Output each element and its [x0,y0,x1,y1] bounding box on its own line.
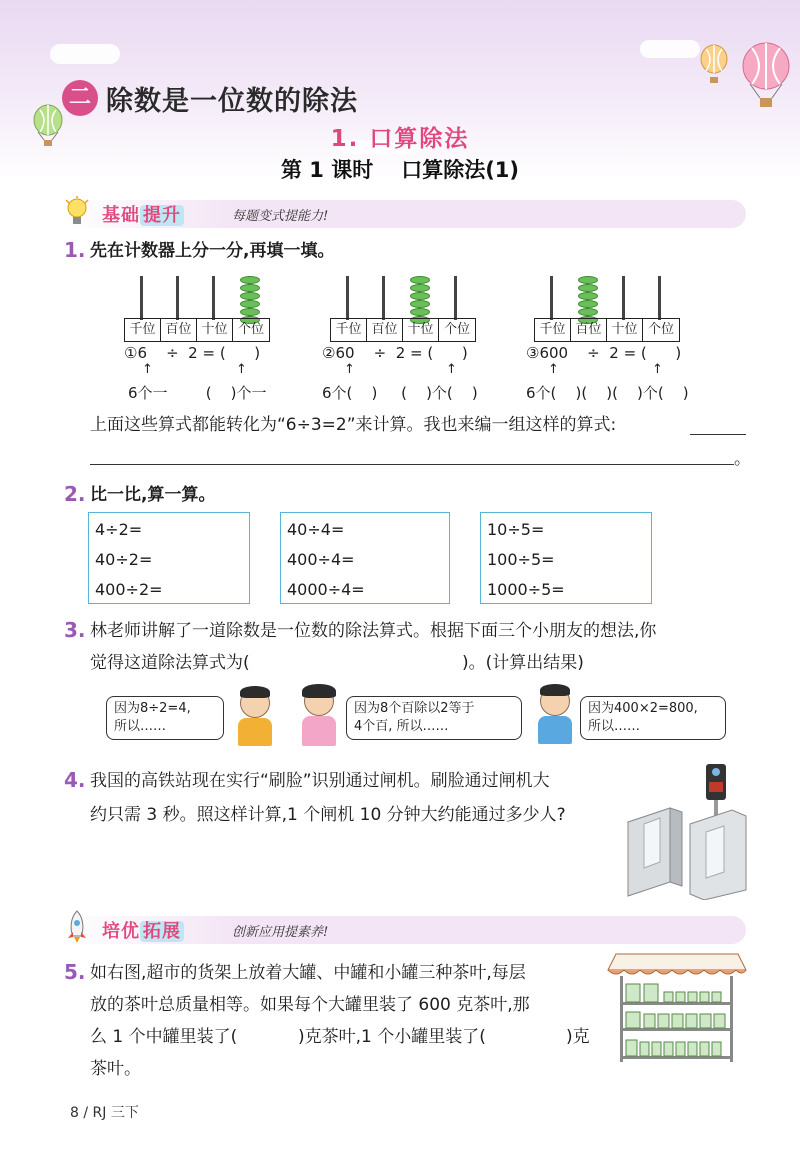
banner-basic-note: 每题变式提能力! [232,209,329,224]
child-figure-boy [532,686,580,746]
up-arrow-icon: ↑ [344,362,355,377]
question-text: 先在计数器上分一分,再填一填。 [90,241,335,261]
abacus-rod [658,276,661,320]
up-arrow-icon: ↑ [446,362,457,377]
up-arrow-icon: ↑ [236,362,247,377]
compare-group [280,512,450,604]
abacus-equation: ①6 ÷ 2 = ( ) [124,344,261,362]
question-text: 林老师讲解了一道除数是一位数的除法算式。根据下面三个小朋友的想法,你 [90,621,657,641]
banner-extend-note: 创新应用提素养! [232,925,329,940]
abacus-rod [550,276,553,320]
compare-group [480,512,652,604]
abacus-rod [176,276,179,320]
page-number: 8 / RJ 三下 [70,1105,139,1121]
bead-stack [240,276,260,324]
equation: 40÷4= [287,520,345,539]
equation: 40÷2= [95,550,153,569]
bead [240,276,260,284]
conversion-text: 上面这些算式都能转化为“6÷3=2”来计算。我也来编一组这样的算式: [90,415,617,435]
bubble-line: 4个百, 所以…… [354,719,449,734]
abacus-note: 6个( )( )( )个( ) [526,384,689,402]
abacus [330,276,490,340]
abacus-note: 6个一 ( )个一 [128,384,267,402]
place-value-row [330,318,476,342]
balloon-icon [696,44,732,86]
abacus [124,276,284,340]
shelf-image [606,950,748,1064]
abacus-rod [454,276,457,320]
bead-stack [410,276,430,324]
equation: 10÷5= [487,520,545,539]
place-value-row [534,318,680,342]
abacus-note: 6个( ) ( )个( ) [322,384,478,402]
bead [578,308,598,316]
place-label: 十位 [197,319,233,341]
place-label: 千位 [535,319,571,341]
question-number: 2. [64,482,86,506]
question-number: 4. [64,768,86,792]
rocket-icon [64,910,90,944]
child-body [538,716,572,744]
bubble-line: 所以…… [114,719,167,734]
child-hair [540,684,570,696]
bubble-line: 因为8个百除以2等于 [354,701,475,716]
question-number: 5. [64,960,86,984]
equation: 400÷2= [95,580,163,599]
answer-line[interactable] [90,464,734,465]
speech-bubble [346,696,522,740]
place-label: 百位 [571,319,607,341]
question-text: )。(计算出结果) [462,653,584,673]
child-hair [240,686,270,698]
banner-extend-label [102,917,184,943]
place-label: 十位 [607,319,643,341]
abacus-rod [382,276,385,320]
bead [240,300,260,308]
bead [410,292,430,300]
bead [240,308,260,316]
bead-stack [578,276,598,324]
question-text: 约只需 3 秒。照这样计算,1 个闸机 10 分钟大约能通过多少人? [90,805,566,825]
equation: 100÷5= [487,550,555,569]
abacus [534,276,694,340]
question-number: 3. [64,618,86,642]
place-label: 千位 [125,319,161,341]
place-label: 百位 [367,319,403,341]
question-text: 比一比,算一算。 [90,485,216,505]
equation: 4÷2= [95,520,143,539]
abacus-equation: ③600 ÷ 2 = ( ) [526,344,682,362]
bead [410,308,430,316]
lightbulb-icon [64,196,90,228]
question-number: 1. [64,238,86,262]
question-text: 我国的高铁站现在实行“刷脸”识别通过闸机。刷脸通过闸机大 [90,771,550,791]
place-label: 个位 [237,322,264,337]
banner-basic-label [102,201,184,227]
compare-group [88,512,250,604]
place-label: 千位 [331,319,367,341]
question-text: 放的茶叶总质量相等。如果每个大罐里装了 600 克茶叶,那 [90,995,530,1015]
lesson-title [0,154,800,184]
bead [240,292,260,300]
bubble-line: 因为400×2=800, [588,701,698,716]
speech-bubble [106,696,224,740]
bead [578,276,598,284]
question-text: 茶叶。 [90,1059,141,1079]
up-arrow-icon: ↑ [548,362,559,377]
unit-title: 除数是一位数的除法 [106,86,358,117]
bead [410,276,430,284]
banner-extend-label-a: 培优 [102,921,140,942]
abacus-rod [622,276,625,320]
cloud-decoration [50,44,120,64]
banner-basic-label-a: 基础 [102,205,140,226]
abacus-rod [212,276,215,320]
child-body [302,716,336,746]
place-value-row [124,318,270,342]
bead [410,284,430,292]
equation: 400÷4= [287,550,355,569]
speech-bubble [580,696,726,740]
lesson-label: 第 1 课时 [280,158,374,182]
place-label: 个位 [647,322,674,337]
child-figure-girl [296,686,344,748]
question-text: 觉得这道除法算式为( [90,653,250,673]
section-title: 1. 口算除法 [330,126,470,152]
banner-basic-label-b: 提升 [140,205,184,226]
equation: 4000÷4= [287,580,365,599]
unit-number-badge: 二 [62,80,98,116]
child-figure-boy [232,688,280,748]
place-label: 个位 [443,322,470,337]
answer-line[interactable] [690,434,746,435]
lesson-name: 口算除法(1) [401,158,520,182]
up-arrow-icon: ↑ [142,362,153,377]
abacus-equation: ②60 ÷ 2 = ( ) [322,344,468,362]
up-arrow-icon: ↑ [652,362,663,377]
child-body [238,718,272,746]
bead [240,284,260,292]
bead [578,292,598,300]
end-mark: 。 [734,449,751,469]
question-text: )克茶叶,1 个小罐里装了( [298,1027,486,1047]
question-text: 么 1 个中罐里装了( [90,1027,238,1047]
ticket-gate-image [620,762,752,900]
place-label: 十位 [403,319,439,341]
abacus-rod [346,276,349,320]
banner-extend-label-b: 拓展 [140,921,184,942]
bead [578,284,598,292]
balloon-icon [738,42,794,112]
place-label: 百位 [161,319,197,341]
cloud-decoration [640,40,700,58]
bubble-line: 所以…… [588,719,641,734]
question-text: )克 [566,1027,590,1047]
bead [578,300,598,308]
bubble-line: 因为8÷2=4, [114,701,191,716]
abacus-rod [140,276,143,320]
bead [410,300,430,308]
question-text: 如右图,超市的货架上放着大罐、中罐和小罐三种茶叶,每层 [90,963,526,983]
child-hair [302,684,336,698]
equation: 1000÷5= [487,580,565,599]
